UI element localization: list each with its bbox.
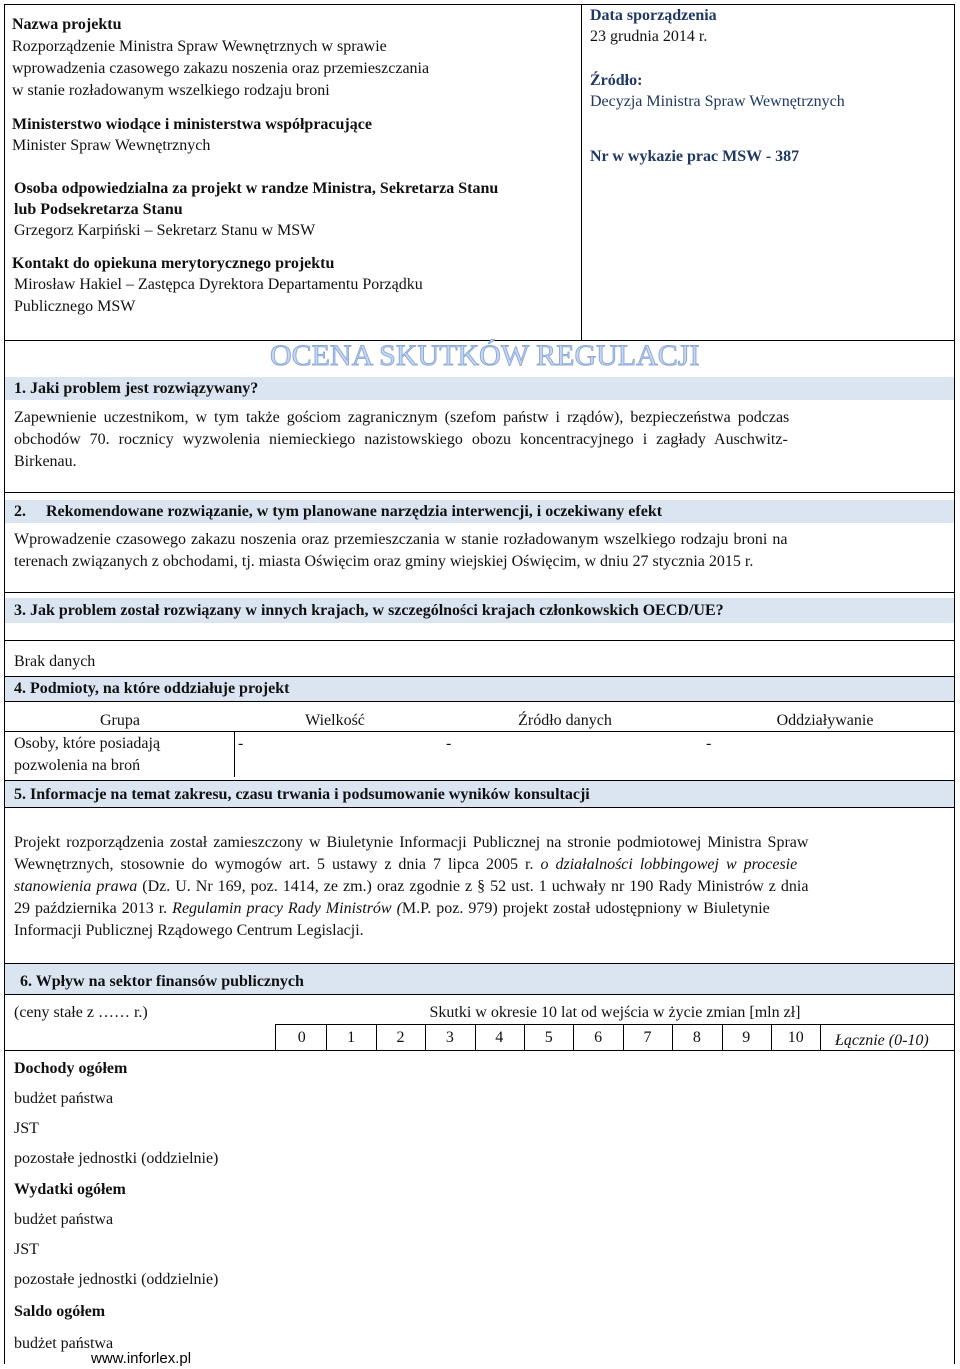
date-value: 23 grudnia 2014 r. bbox=[590, 28, 708, 45]
s4-row-group-line-1: Osoby, które posiadają bbox=[14, 735, 161, 752]
section-1-divider bbox=[4, 492, 955, 493]
contact-value-line-2: Publicznego MSW bbox=[14, 298, 136, 315]
s6-effects: Skutki w okresie 10 lat od wejścia w życie zmian [mln zł] bbox=[429, 1004, 801, 1021]
responsible-label-line-2: lub Podsekretarza Stanu bbox=[14, 201, 183, 218]
section-4-title: 4. Podmioty, na które oddziałuje projekt bbox=[14, 680, 290, 697]
finance-row-label: budżet państwa bbox=[14, 1211, 114, 1228]
s5-line-2 bbox=[14, 854, 797, 875]
s6-total-header: Łącznie (0-10) bbox=[835, 1032, 929, 1049]
year-5: 5 bbox=[544, 1029, 553, 1046]
section-3-divider bbox=[4, 640, 955, 641]
source-value: Decyzja Ministra Spraw Wewnętrznych bbox=[590, 93, 845, 110]
section-1-title: 1. Jaki problem jest rozwiązywany? bbox=[14, 380, 259, 397]
s5-line-5: Informacji Publicznej Rządowego Centrum Legislacji. bbox=[14, 922, 364, 939]
s6-years-bottom bbox=[4, 1050, 955, 1051]
finance-row-label: Wydatki ogółem bbox=[14, 1181, 126, 1198]
year-3: 3 bbox=[445, 1029, 454, 1046]
s5-line-1: Projekt rozporządzenia został zamieszczony w Biuletynie Informacji Publicznej na stronie podmiotowej Ministra Spraw bbox=[14, 834, 809, 851]
s6-label-col-line bbox=[275, 1024, 276, 1050]
section-2-number: 2. bbox=[14, 503, 26, 520]
section-5-title: 5. Informacje na temat zakresu, czasu trwania i podsumowanie wyników konsultacji bbox=[14, 786, 590, 803]
year-8: 8 bbox=[692, 1029, 701, 1046]
s5-line-4-italic: Regulamin pracy Rady Ministrów ( bbox=[172, 900, 402, 917]
section-6-bottom bbox=[4, 994, 955, 995]
section-6-title: 6. Wpływ na sektor finansów publicznych bbox=[20, 973, 304, 990]
s5-line-4-rest: M.P. poz. 979) projekt został udostępniony w Biuletynie bbox=[401, 900, 770, 917]
responsible-label-line-1: Osoba odpowiedzialna za projekt w randze Ministra, Sekretarza Stanu bbox=[14, 180, 499, 197]
year-7: 7 bbox=[643, 1029, 652, 1046]
year-separator bbox=[326, 1024, 327, 1050]
s4-col-divider bbox=[234, 731, 235, 777]
s4-header-line bbox=[4, 731, 955, 732]
worklist-number: Nr w wykazie prac MSW - 387 bbox=[590, 148, 800, 165]
s5-line-3-italic: stanowienia prawa bbox=[14, 878, 138, 895]
section-2-title: Rekomendowane rozwiązanie, w tym planowane narzędzia interwencji, i oczekiwany efekt bbox=[46, 503, 663, 520]
s6-effects-line bbox=[275, 1024, 955, 1025]
year-separator bbox=[475, 1024, 476, 1050]
year-separator bbox=[820, 1024, 821, 1050]
s4-row-size: - bbox=[238, 735, 244, 752]
finance-row-label: Saldo ogółem bbox=[14, 1303, 106, 1320]
s5-line-3 bbox=[14, 876, 808, 897]
ministry-value: Minister Spraw Wewnętrznych bbox=[12, 137, 211, 154]
s4-header-source: Źródło danych bbox=[518, 712, 612, 729]
watermark: www.inforlex.pl bbox=[91, 1350, 192, 1367]
s4-header-size: Wielkość bbox=[305, 712, 365, 729]
contact-label: Kontakt do opiekuna merytorycznego projektu bbox=[12, 255, 335, 272]
year-separator bbox=[425, 1024, 426, 1050]
year-2: 2 bbox=[396, 1029, 405, 1046]
section-2-line-2: terenach związanych z obchodami, tj. miasta Oświęcim oraz gminy wiejskiej Oświęcim, w dniu 27 stycznia 2015 r. bbox=[14, 553, 754, 570]
s4-row-group-line-2: pozwolenia na broń bbox=[14, 757, 141, 774]
ministry-label: Ministerstwo wiodące i ministerstwa współpracujące bbox=[12, 116, 372, 133]
s4-header-impact: Oddziaływanie bbox=[776, 712, 874, 729]
project-name-line-1: Rozporządzenie Ministra Spraw Wewnętrznych w sprawie bbox=[12, 38, 387, 55]
year-separator bbox=[573, 1024, 574, 1050]
project-name-line-2: wprowadzenia czasowego zakazu noszenia oraz przemieszczania bbox=[12, 60, 430, 77]
section-1-line-1: Zapewnienie uczestnikom, w tym także gościom zagranicznym (szefom państw i rządów), bezpieczeństwa podczas bbox=[14, 409, 790, 426]
section-1-line-2: obchodów 70. rocznicy wyzwolenia niemieckiego nazistowskiego obozu koncentracyjnego i zagłady Auschwitz- bbox=[14, 431, 788, 448]
header-divider-vertical bbox=[581, 4, 582, 340]
s6-prices: (ceny stałe z …… r.) bbox=[14, 1004, 148, 1021]
s5-line-4 bbox=[14, 898, 770, 919]
s4-row-impact: - bbox=[706, 735, 712, 752]
s4-row-source: - bbox=[446, 735, 452, 752]
year-10: 10 bbox=[787, 1029, 804, 1046]
year-4: 4 bbox=[495, 1029, 504, 1046]
source-label: Źródło: bbox=[590, 72, 643, 89]
year-6: 6 bbox=[594, 1029, 603, 1046]
section-4-top bbox=[4, 676, 955, 677]
finance-row-label: JST bbox=[14, 1120, 39, 1137]
year-9: 9 bbox=[742, 1029, 751, 1046]
year-separator bbox=[524, 1024, 525, 1050]
section-5-bottom bbox=[4, 807, 955, 808]
finance-row-label: JST bbox=[14, 1241, 39, 1258]
finance-row-label: Dochody ogółem bbox=[14, 1060, 128, 1077]
project-name-label: Nazwa projektu bbox=[12, 16, 122, 33]
finance-row-label: pozostałe jednostki (oddzielnie) bbox=[14, 1271, 219, 1288]
section-5-top bbox=[4, 780, 955, 781]
s5-line-2-text: Wewnętrznych, stosownie do wymogów art. 5 ustawy z dnia 7 lipca 2005 r. bbox=[14, 856, 541, 873]
finance-row-label: budżet państwa bbox=[14, 1090, 114, 1107]
date-label: Data sporządzenia bbox=[590, 7, 717, 24]
finance-row-label: pozostałe jednostki (oddzielnie) bbox=[14, 1150, 219, 1167]
s5-line-4-text: 29 października 2013 r. bbox=[14, 900, 173, 917]
s5-line-2-italic: o działalności lobbingowej w procesie bbox=[540, 856, 798, 873]
year-1: 1 bbox=[347, 1029, 356, 1046]
section-4-bottom bbox=[4, 701, 955, 702]
year-0: 0 bbox=[297, 1029, 306, 1046]
responsible-value: Grzegorz Karpiński – Sekretarz Stanu w MSW bbox=[14, 222, 316, 239]
section-2-divider bbox=[4, 592, 955, 593]
frame-right bbox=[954, 4, 955, 1364]
year-separator bbox=[771, 1024, 772, 1050]
s4-header-group: Grupa bbox=[100, 712, 140, 729]
year-separator bbox=[722, 1024, 723, 1050]
project-name-line-3: w stanie rozładowanym wszelkiego rodzaju broni bbox=[12, 82, 330, 99]
section-1-line-3: Birkenau. bbox=[14, 453, 77, 470]
s5-line-3-text: (Dz. U. Nr 169, poz. 1414, ze zm.) oraz zgodnie z § 52 ust. 1 uchwały nr 190 Rady Ministrów z dnia bbox=[137, 878, 809, 895]
contact-value-line-1: Mirosław Hakiel – Zastępca Dyrektora Departamentu Porządku bbox=[14, 276, 423, 293]
finance-row-label: budżet państwa bbox=[14, 1335, 114, 1352]
frame-top bbox=[4, 4, 955, 5]
year-separator bbox=[376, 1024, 377, 1050]
section-2-line-1: Wprowadzenie czasowego zakazu noszenia oraz przemieszczania w stanie rozładowanym wszelkiego rodzaju broni na bbox=[14, 531, 788, 548]
year-separator bbox=[623, 1024, 624, 1050]
ocena-title: OCENA SKUTKÓW REGULACJI bbox=[270, 339, 700, 372]
section-3-value: Brak danych bbox=[14, 653, 96, 670]
year-separator bbox=[672, 1024, 673, 1050]
section-3-title: 3. Jak problem został rozwiązany w innych krajach, w szczególności krajach członkowskich OECD/UE? bbox=[14, 602, 724, 619]
